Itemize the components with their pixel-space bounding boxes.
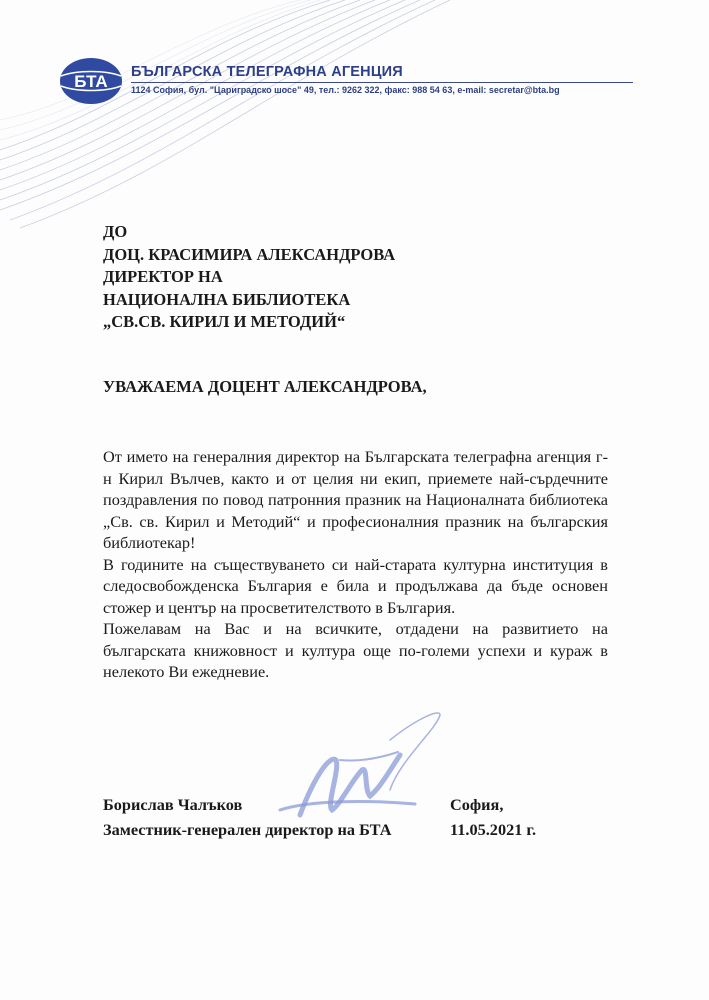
signer-name: Борислав Чалъков xyxy=(103,795,243,814)
bta-logo xyxy=(57,56,125,106)
svg-text:БТА: БТА xyxy=(74,72,108,91)
addressee-line: НАЦИОНАЛНА БИБЛИОТЕКА xyxy=(103,289,351,309)
organization-name: БЪЛГАРСКА ТЕЛЕГРАФНА АГЕНЦИЯ xyxy=(131,64,403,80)
decorative-swoosh xyxy=(0,0,709,230)
place-date-block xyxy=(450,792,536,842)
addressee-line: ДИРЕКТОР НА xyxy=(103,267,223,286)
body-paragraph: В годините на съществуването си най-старата културна институция в следосвобожденска България е била и продължава да бъде основен стожер и център на просветителството в България. xyxy=(103,554,608,617)
body-paragraph: Пожелавам на Вас и на всичките, отдадени на развитието на българската книжовност и култура още по-големи успехи и кураж в нелекото Ви ежедневие. xyxy=(103,619,608,681)
signer-block xyxy=(103,792,391,842)
addressee-block xyxy=(103,221,395,334)
place: София, xyxy=(450,795,504,814)
addressee-line: ДОЦ. КРАСИМИРА АЛЕКСАНДРОВА xyxy=(103,244,396,264)
letter-body xyxy=(103,446,608,683)
signer-title: Заместник-генерален директор на БТА xyxy=(103,820,392,839)
body-paragraph: От името на генералния директор на Българската телеграфна агенция г-н Кирил Вълчев, както и от целия ни екип, приемете най-сърдечните поздравления по повод патронния празник на Националната библиотека „Св. св. Кирил и Методий“ и професионалния празник на българския библиотекар! xyxy=(103,447,608,552)
organization-address: 1124 София, бул. "Цариградско шосе" 49, тел.: 9262 322, факс: 988 54 63, e-mail: secretar@bta.bg xyxy=(131,85,560,95)
date: 11.05.2021 г. xyxy=(450,820,537,839)
letterhead-divider xyxy=(131,82,633,83)
salutation: УВАЖАЕМА ДОЦЕНТ АЛЕКСАНДРОВА, xyxy=(103,377,427,396)
addressee-line: „СВ.СВ. КИРИЛ И МЕТОДИЙ“ xyxy=(103,312,346,331)
addressee-line: ДО xyxy=(103,222,128,241)
